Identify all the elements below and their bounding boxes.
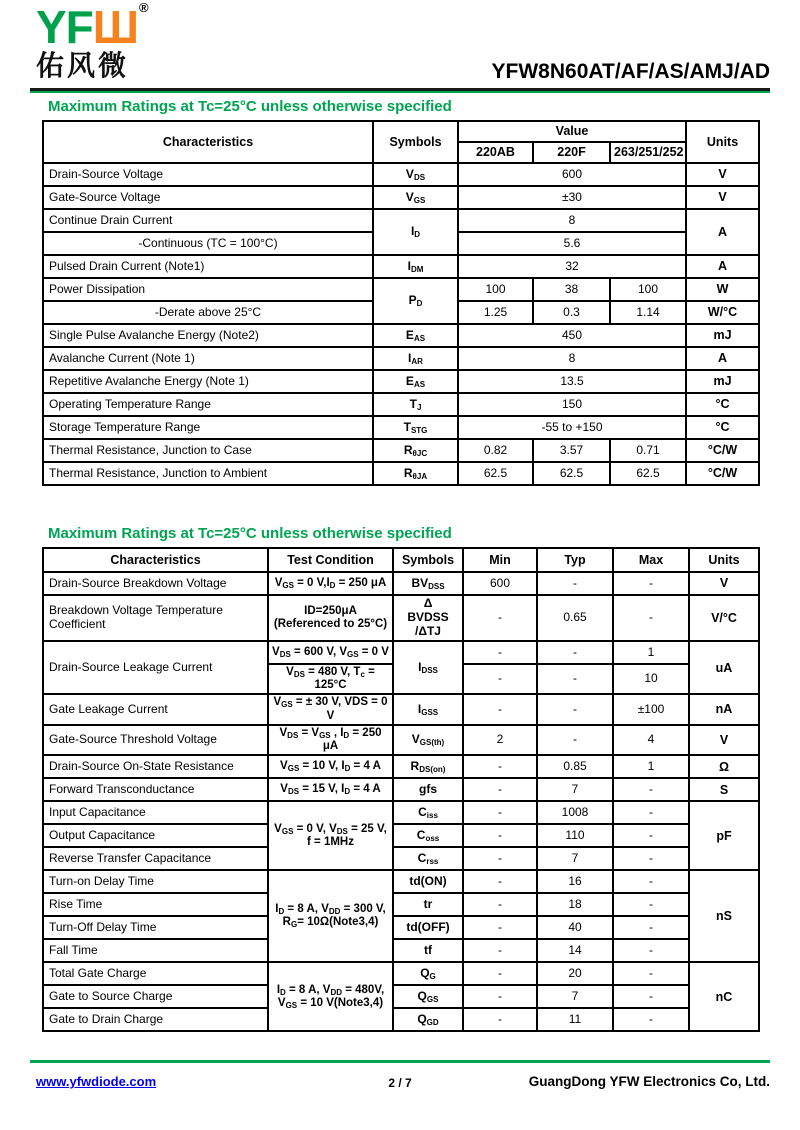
symbol-cell: tf [393, 939, 463, 962]
units-cell: °C/W [686, 462, 759, 485]
table-row [43, 962, 759, 985]
logo-chinese-name: 佑风微 [36, 49, 130, 81]
value-cell: 100 [458, 278, 533, 301]
header-typ: Typ [537, 548, 613, 572]
typ-cell: 7 [537, 985, 613, 1008]
char-cell: Rise Time [43, 893, 268, 916]
symbol-cell: $C_{oss}$ [393, 824, 463, 847]
max-cell: - [613, 847, 689, 870]
value-cell: 13.5 [458, 370, 686, 393]
header-characteristics: Characteristics [43, 548, 268, 572]
char-cell: Drain-Source On-State Resistance [43, 755, 268, 778]
table-row [43, 824, 759, 847]
header-max: Max [613, 548, 689, 572]
table-row [43, 163, 759, 186]
char-cell: Gate Leakage Current [43, 694, 268, 724]
symbol-cell: $I_{AR}$ [373, 347, 458, 370]
char-cell: Storage Temperature Range [43, 416, 373, 439]
char-cell: Breakdown Voltage Temperature Coefficient [43, 595, 268, 641]
typ-cell: - [537, 641, 613, 664]
table-row [43, 462, 759, 485]
electrical-characteristics-table [42, 547, 760, 1032]
max-cell: - [613, 595, 689, 641]
symbol-cell: $I_D$ [373, 209, 458, 255]
char-cell: Reverse Transfer Capacitance [43, 847, 268, 870]
table-row [43, 778, 759, 801]
symbol-cell: $I_{DM}$ [373, 255, 458, 278]
units-cell: mJ [686, 370, 759, 393]
table-row [43, 893, 759, 916]
header-symbols: Symbols [393, 548, 463, 572]
char-cell: -Continuous (TC = 100°C) [43, 232, 373, 255]
condition-cell: $V_{DS} = V_{GS}$ , $I_D = 250$ μA [268, 725, 393, 755]
table-row [43, 439, 759, 462]
min-cell: - [463, 801, 537, 824]
units-cell: °C [686, 393, 759, 416]
max-cell: - [613, 1008, 689, 1031]
company-name: GuangDong YFW Electronics Co, Ltd. [528, 1074, 770, 1089]
max-cell: 4 [613, 725, 689, 755]
typ-cell: 0.85 [537, 755, 613, 778]
part-number-title: YFW8N60AT/AF/AS/AMJ/AD [491, 60, 770, 83]
max-cell: 1 [613, 641, 689, 664]
max-cell: 1 [613, 755, 689, 778]
value-cell: 0.82 [458, 439, 533, 462]
value-cell: 8 [458, 347, 686, 370]
typ-cell: 40 [537, 916, 613, 939]
char-cell: Turn-on Delay Time [43, 870, 268, 893]
symbol-cell: td(ON) [393, 870, 463, 893]
symbol-cell: $R_{\theta JC}$ [373, 439, 458, 462]
value-cell: ±30 [458, 186, 686, 209]
units-cell: A [686, 347, 759, 370]
units-cell: nC [689, 962, 759, 1031]
header-units: Units [686, 121, 759, 163]
char-cell: Single Pulse Avalanche Energy (Note2) [43, 324, 373, 347]
min-cell: - [463, 847, 537, 870]
symbol-cell: $P_D$ [373, 278, 458, 324]
max-cell: - [613, 939, 689, 962]
table-row [43, 1008, 759, 1031]
symbol-cell: $C_{rss}$ [393, 847, 463, 870]
char-cell: Power Dissipation [43, 278, 373, 301]
company-logo [36, 0, 148, 81]
table-row [43, 595, 759, 641]
condition-cell: $V_{DS} = 600$ V, $V_{GS} = 0$ V [268, 641, 393, 664]
value-cell: 0.3 [533, 301, 610, 324]
char-cell: Gate to Source Charge [43, 985, 268, 1008]
min-cell: - [463, 664, 537, 694]
char-cell: Fall Time [43, 939, 268, 962]
char-cell: -Derate above 25°C [43, 301, 373, 324]
char-cell: Gate to Drain Charge [43, 1008, 268, 1031]
header-min: Min [463, 548, 537, 572]
condition-cell: $V_{GS} = 0$ $V,I_D = 250$ μA [268, 572, 393, 595]
units-cell: Ω [689, 755, 759, 778]
value-cell: 600 [458, 163, 686, 186]
maximum-ratings-table [42, 120, 760, 486]
symbol-cell: Δ BVDSS /ΔTJ [393, 595, 463, 641]
table-row [43, 255, 759, 278]
footer-divider [30, 1060, 770, 1063]
char-cell: Gate-Source Threshold Voltage [43, 725, 268, 755]
symbol-cell: gfs [393, 778, 463, 801]
min-cell: - [463, 595, 537, 641]
units-cell: V [686, 186, 759, 209]
min-cell: - [463, 694, 537, 724]
max-cell: 10 [613, 664, 689, 694]
symbol-cell: td(OFF) [393, 916, 463, 939]
header-package-263: 263/251/252 [610, 142, 686, 163]
table-row [43, 725, 759, 755]
symbol-cell: $V_{GS}$ [373, 186, 458, 209]
char-cell: Forward Transconductance [43, 778, 268, 801]
min-cell: 2 [463, 725, 537, 755]
value-cell: 8 [458, 209, 686, 232]
units-cell: V/°C [689, 595, 759, 641]
header-characteristics: Characteristics [43, 121, 373, 163]
max-cell: ±100 [613, 694, 689, 724]
units-cell: nA [689, 694, 759, 724]
units-cell: mJ [686, 324, 759, 347]
typ-cell: - [537, 694, 613, 724]
max-cell: - [613, 985, 689, 1008]
min-cell: - [463, 824, 537, 847]
typ-cell: - [537, 664, 613, 694]
symbol-cell: $V_{DS}$ [373, 163, 458, 186]
symbol-cell: $Q_{GD}$ [393, 1008, 463, 1031]
char-cell: Continue Drain Current [43, 209, 373, 232]
min-cell: - [463, 916, 537, 939]
condition-cell: $V_{GS} = 0$ V, $V_{DS} = 25$ V, f = 1MHz [268, 801, 393, 870]
min-cell: - [463, 755, 537, 778]
table-row [43, 847, 759, 870]
header-value: Value [458, 121, 686, 142]
typ-cell: - [537, 572, 613, 595]
typ-cell: 7 [537, 847, 613, 870]
units-cell: V [689, 572, 759, 595]
symbol-cell: $Q_G$ [393, 962, 463, 985]
table-row [43, 393, 759, 416]
typ-cell: 1008 [537, 801, 613, 824]
header-symbols: Symbols [373, 121, 458, 163]
symbol-cell: $E_{AS}$ [373, 370, 458, 393]
section-title-maximum-ratings: Maximum Ratings at Tc=25°C unless otherwise specified [48, 98, 452, 115]
char-cell: Avalanche Current (Note 1) [43, 347, 373, 370]
symbol-cell: $BV_{DSS}$ [393, 572, 463, 595]
table-row [43, 694, 759, 724]
website-link[interactable]: www.yfwdiode.com [36, 1074, 157, 1089]
table-row [43, 416, 759, 439]
value-cell: -55 to +150 [458, 416, 686, 439]
typ-cell: 18 [537, 893, 613, 916]
condition-cell: $V_{DS} = 480$ V, $T_c = 125^\circ C$ [268, 664, 393, 694]
page-number: 2 / 7 [388, 1076, 412, 1090]
units-cell: A [686, 209, 759, 255]
char-cell: Turn-Off Delay Time [43, 916, 268, 939]
char-cell: Drain-Source Voltage [43, 163, 373, 186]
char-cell: Output Capacitance [43, 824, 268, 847]
min-cell: - [463, 870, 537, 893]
table-header-row [43, 121, 759, 142]
units-cell: nS [689, 870, 759, 962]
symbol-cell: $R_{DS(on)}$ [393, 755, 463, 778]
value-cell: 3.57 [533, 439, 610, 462]
typ-cell: 14 [537, 939, 613, 962]
min-cell: - [463, 641, 537, 664]
units-cell: uA [689, 641, 759, 694]
units-cell: W/°C [686, 301, 759, 324]
condition-cell: $V_{GS}$ = ± 30 V, VDS = 0 V [268, 694, 393, 724]
symbol-cell: $T_{STG}$ [373, 416, 458, 439]
value-cell: 5.6 [458, 232, 686, 255]
table-row [43, 870, 759, 893]
header-package-220f: 220F [533, 142, 610, 163]
char-cell: Repetitive Avalanche Energy (Note 1) [43, 370, 373, 393]
max-cell: - [613, 962, 689, 985]
units-cell: W [686, 278, 759, 301]
typ-cell: 11 [537, 1008, 613, 1031]
table-row [43, 324, 759, 347]
table-row [43, 278, 759, 301]
char-cell: Thermal Resistance, Junction to Ambient [43, 462, 373, 485]
header-units: Units [689, 548, 759, 572]
condition-cell: ID=250μA (Referenced to 25°C) [268, 595, 393, 641]
max-cell: - [613, 893, 689, 916]
min-cell: - [463, 939, 537, 962]
value-cell: 450 [458, 324, 686, 347]
char-cell: Input Capacitance [43, 801, 268, 824]
table-header-row [43, 548, 759, 572]
table-row [43, 347, 759, 370]
value-cell: 150 [458, 393, 686, 416]
max-cell: - [613, 572, 689, 595]
header-package-220ab: 220AB [458, 142, 533, 163]
condition-cell: $V_{GS} = 10$ V, $I_D = 4$ A [268, 755, 393, 778]
min-cell: - [463, 893, 537, 916]
char-cell: Gate-Source Voltage [43, 186, 373, 209]
typ-cell: 110 [537, 824, 613, 847]
char-cell: Total Gate Charge [43, 962, 268, 985]
condition-cell: $I_D = 8$ A, $V_{DD} = 480V$, $V_{GS} = 10$ V(Note3,4) [268, 962, 393, 1031]
max-cell: - [613, 916, 689, 939]
char-cell: Drain-Source Leakage Current [43, 641, 268, 694]
typ-cell: 7 [537, 778, 613, 801]
table-row [43, 641, 759, 664]
value-cell: 32 [458, 255, 686, 278]
min-cell: - [463, 1008, 537, 1031]
value-cell: 62.5 [610, 462, 686, 485]
typ-cell: - [537, 725, 613, 755]
value-cell: 38 [533, 278, 610, 301]
logo-wordmark [36, 0, 148, 53]
table-row [43, 801, 759, 824]
symbol-cell: $R_{\theta JA}$ [373, 462, 458, 485]
table-row [43, 370, 759, 393]
logo-yf-text: YF [36, 1, 93, 53]
min-cell: - [463, 962, 537, 985]
logo-sha-glyph: Ш [92, 1, 139, 53]
table-row [43, 209, 759, 232]
symbol-cell: $V_{GS(th)}$ [393, 725, 463, 755]
symbol-cell: $I_{DSS}$ [393, 641, 463, 694]
units-cell: pF [689, 801, 759, 870]
value-cell: 100 [610, 278, 686, 301]
typ-cell: 20 [537, 962, 613, 985]
table-row [43, 572, 759, 595]
symbol-cell: $Q_{GS}$ [393, 985, 463, 1008]
table-row [43, 939, 759, 962]
symbol-cell: $I_{GSS}$ [393, 694, 463, 724]
table-row [43, 186, 759, 209]
char-cell: Pulsed Drain Current (Note1) [43, 255, 373, 278]
value-cell: 1.14 [610, 301, 686, 324]
char-cell: Drain-Source Breakdown Voltage [43, 572, 268, 595]
units-cell: S [689, 778, 759, 801]
min-cell: 600 [463, 572, 537, 595]
table-row [43, 916, 759, 939]
header-divider [30, 88, 770, 93]
value-cell: 62.5 [533, 462, 610, 485]
max-cell: - [613, 778, 689, 801]
char-cell: Operating Temperature Range [43, 393, 373, 416]
min-cell: - [463, 778, 537, 801]
header-test-condition: Test Condition [268, 548, 393, 572]
symbol-cell: tr [393, 893, 463, 916]
value-cell: 0.71 [610, 439, 686, 462]
condition-cell: $V_{DS} = 15$ V, $I_D = 4$ A [268, 778, 393, 801]
units-cell: °C [686, 416, 759, 439]
symbol-cell: $C_{iss}$ [393, 801, 463, 824]
typ-cell: 0.65 [537, 595, 613, 641]
units-cell: °C/W [686, 439, 759, 462]
min-cell: - [463, 985, 537, 1008]
value-cell: 62.5 [458, 462, 533, 485]
symbol-cell: $E_{AS}$ [373, 324, 458, 347]
condition-cell: $I_D = 8$ A, $V_{DD} = 300$ V, $R_G=$ 10Ω(Note3,4) [268, 870, 393, 962]
char-cell: Thermal Resistance, Junction to Case [43, 439, 373, 462]
value-cell: 1.25 [458, 301, 533, 324]
registered-trademark-icon: ® [139, 0, 148, 15]
table-row [43, 985, 759, 1008]
symbol-cell: $T_J$ [373, 393, 458, 416]
max-cell: - [613, 824, 689, 847]
section-title-electrical-characteristics: Maximum Ratings at Tc=25°C unless otherwise specified [48, 525, 452, 542]
max-cell: - [613, 870, 689, 893]
units-cell: A [686, 255, 759, 278]
typ-cell: 16 [537, 870, 613, 893]
max-cell: - [613, 801, 689, 824]
units-cell: V [686, 163, 759, 186]
units-cell: V [689, 725, 759, 755]
table-row [43, 755, 759, 778]
